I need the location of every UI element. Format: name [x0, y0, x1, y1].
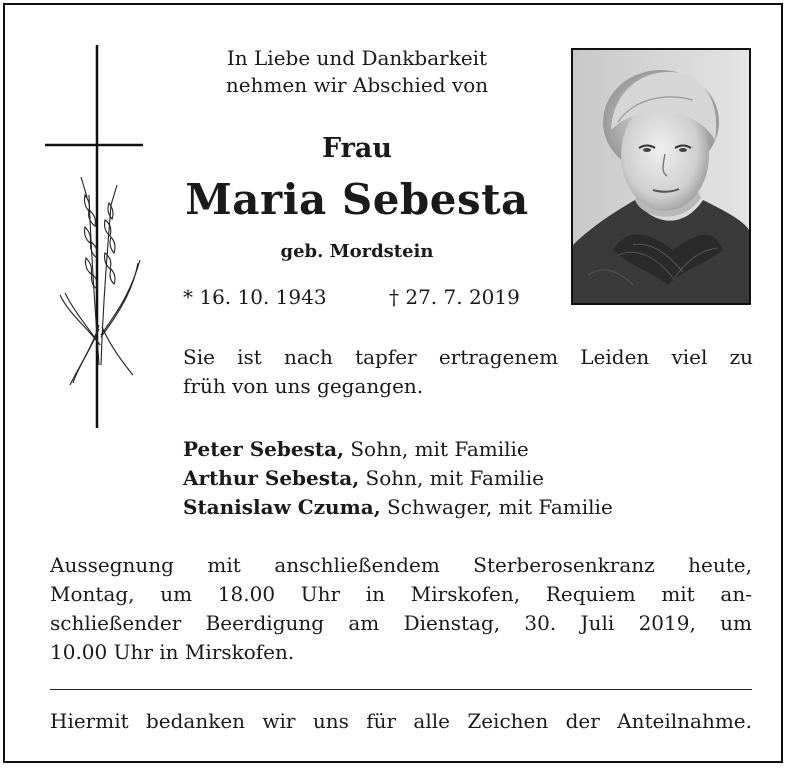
mourner-name: Arthur Sebesta, [183, 466, 360, 490]
service-line: schließender Beerdigung am Dienstag, 30. Juli 2019, um [50, 611, 752, 635]
thanks-note: Hiermit bedanken wir uns für alle Zeichen der Anteilnahme. [50, 709, 752, 733]
intro-line: nehmen wir Abschied von [225, 73, 489, 97]
service-line: 10.00 Uhr in Mirskofen. [50, 640, 295, 664]
mourner-name: Stanislaw Czuma, [183, 495, 381, 519]
cross-with-wheat-icon [45, 45, 155, 440]
farewell-message [183, 343, 753, 401]
intro-line: In Liebe und Dankbarkeit [226, 46, 488, 70]
mourner-entry [183, 435, 613, 464]
mourner-relation: Sohn, mit Familie [350, 437, 529, 461]
mourner-entry [183, 464, 613, 493]
service-line: Aussegnung mit anschließendem Sterberosenkranz heute, [50, 553, 752, 577]
mourner-relation: Schwager, mit Familie [387, 495, 613, 519]
obituary-notice [3, 3, 783, 763]
service-information [50, 551, 752, 667]
deceased-name: Maria Sebesta [185, 175, 529, 224]
birth-date: * 16. 10. 1943 [183, 285, 327, 309]
intro-text [177, 45, 537, 99]
death-date: † 27. 7. 2019 [389, 285, 520, 309]
divider [50, 689, 752, 690]
mourner-relation: Sohn, mit Familie [365, 466, 544, 490]
mourners-list [183, 435, 613, 522]
portrait-photo [571, 48, 751, 305]
message-line: Sie ist nach tapfer ertragenem Leiden viel zu [183, 345, 753, 369]
service-line: Montag, um 18.00 Uhr in Mirskofen, Requiem mit an- [50, 582, 752, 606]
salutation: Frau [321, 133, 393, 164]
message-line: früh von uns gegangen. [183, 374, 424, 398]
mourner-name: Peter Sebesta, [183, 437, 344, 461]
mourner-entry [183, 493, 613, 522]
birth-name: geb. Mordstein [280, 241, 434, 262]
